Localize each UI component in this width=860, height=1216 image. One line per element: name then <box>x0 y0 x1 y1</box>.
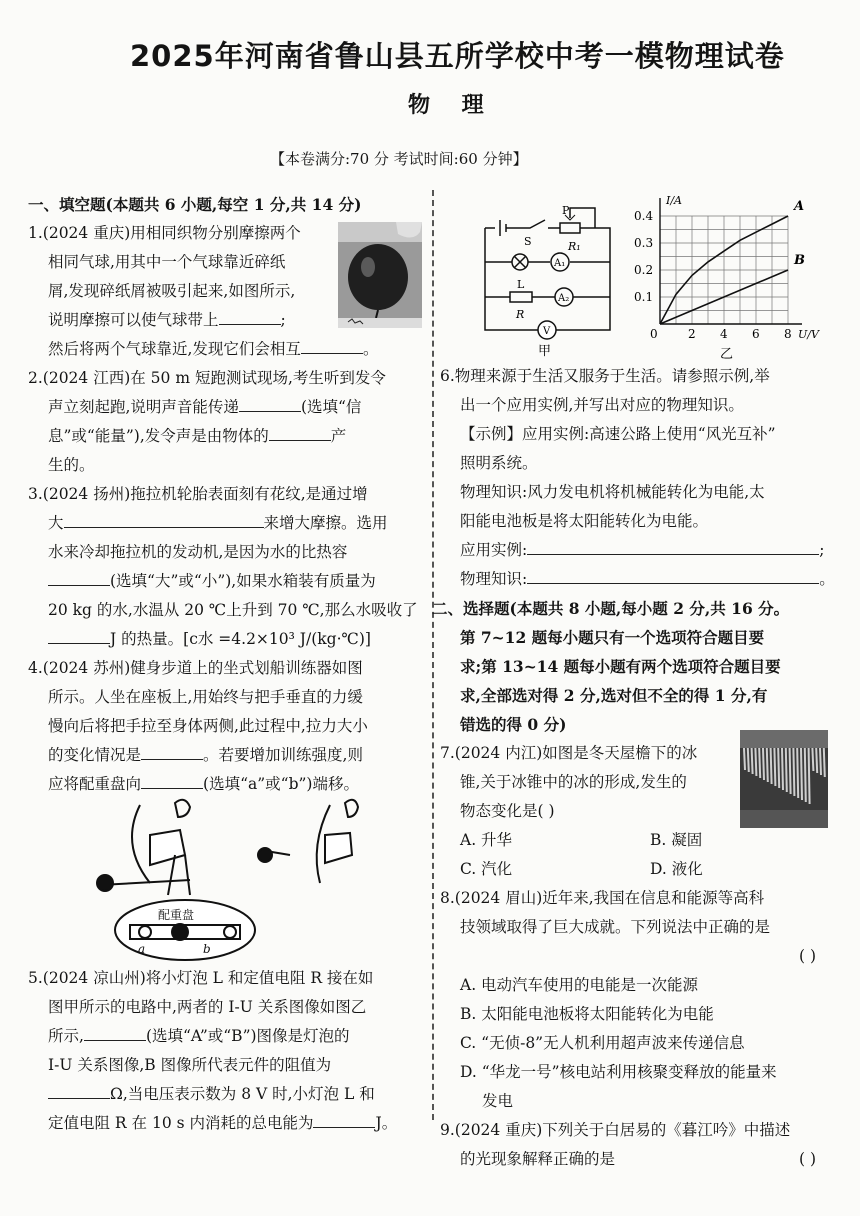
icicle <box>755 748 756 776</box>
x-tick-label: 0 <box>650 327 658 341</box>
question-9 <box>440 1116 840 1174</box>
question-2 <box>28 364 424 480</box>
exam-meta: 【本卷满分:70 分 考试时间:60 分钟】 <box>270 150 528 168</box>
option-d-cont: 发电 <box>482 1092 514 1110</box>
q1-punct: ; <box>280 311 286 329</box>
y-tick-label: 0.3 <box>634 236 654 250</box>
q6-line: 应用实例: <box>460 541 528 559</box>
q5-line: I-U 关系图像,B 图像所代表元件的阻值为 <box>48 1056 332 1074</box>
q6-line: 6.物理来源于生活又服务于生活。请参照示例,举 <box>440 367 770 385</box>
section2-note <box>440 623 840 739</box>
q1-line: 屑,发现碎纸屑被吸引起来,如图所示, <box>48 282 296 300</box>
note-line: 错选的得 0 分) <box>460 715 567 734</box>
circuit-caption: 甲 <box>538 344 552 359</box>
q1-line: 1.(2024 重庆)用相同织物分别摩擦两个 <box>28 224 301 242</box>
icicle <box>752 748 753 774</box>
label-L: L <box>517 278 525 291</box>
note-line: 求,全部选对得 2 分,选对但不全的得 1 分,有 <box>460 686 768 705</box>
answer-blank[interactable] <box>48 1080 110 1099</box>
question-3 <box>28 480 424 654</box>
icicle <box>824 748 825 777</box>
q4-line: 所示。人坐在座板上,用始终与把手垂直的力缓 <box>48 688 363 706</box>
x-tick-label: 4 <box>720 327 728 341</box>
icicle <box>778 748 779 788</box>
q6-line: 照明系统。 <box>460 454 538 472</box>
label-A1: A₁ <box>554 258 566 269</box>
q3-line: 大 <box>48 514 64 532</box>
icicle <box>805 748 806 802</box>
icicle <box>797 748 798 798</box>
q7-line: 物态变化是( ) <box>460 802 555 820</box>
q5-line: Ω,当电压表示数为 8 V 时,小灯泡 L 和 <box>110 1085 375 1103</box>
icicle <box>786 748 787 792</box>
icicle <box>793 748 794 796</box>
icicle <box>771 748 772 784</box>
y-axis-label: I/A <box>666 194 682 207</box>
icicle <box>809 748 810 804</box>
q4-line: 应将配重盘向 <box>48 775 142 793</box>
q7-line: 7.(2024 内江)如图是冬天屋檐下的冰 <box>440 744 698 762</box>
q2-line: 息”或“能量”),发令声是由物体的 <box>48 427 269 445</box>
answer-blank[interactable] <box>64 509 264 528</box>
chart-axes <box>660 198 805 324</box>
x-tick-label: 6 <box>752 327 760 341</box>
answer-blank[interactable] <box>269 422 331 441</box>
note-line: 第 7~12 题每小题只有一个选项符合题目要 <box>460 628 765 647</box>
note-line: 求;第 13~14 题每小题有两个选项符合题目要 <box>460 657 781 676</box>
subject-heading: 物 理 <box>408 93 496 118</box>
left-column <box>28 190 424 1138</box>
label-b: b <box>203 942 211 956</box>
chart-caption: 乙 <box>720 347 734 362</box>
chart-labels <box>634 194 820 362</box>
option-b[interactable]: B. 太阳能电池板将太阳能转化为电能 <box>460 1005 714 1023</box>
answer-blank[interactable] <box>527 565 819 584</box>
section2-heading: 二、选择题(本题共 8 小题,每小题 2 分,共 16 分。 <box>432 599 790 618</box>
question-1 <box>28 219 328 335</box>
answer-blank[interactable] <box>301 335 363 354</box>
answer-blank[interactable] <box>313 1109 375 1128</box>
q5-line: 5.(2024 凉山州)将小灯泡 L 和定值电阻 R 接在如 <box>28 969 374 987</box>
q4-line: 的变化情况是 <box>48 746 142 764</box>
q6-punct: ; <box>819 541 825 559</box>
icicle <box>782 748 783 790</box>
answer-blank[interactable] <box>84 1022 146 1041</box>
answer-blank[interactable] <box>239 393 301 412</box>
icicle <box>812 748 813 771</box>
balloon-photo <box>338 222 422 328</box>
option-d[interactable]: D. 液化 <box>650 860 703 878</box>
icicle <box>774 748 775 786</box>
q2-line: 产 <box>330 427 347 445</box>
answer-blank[interactable] <box>141 741 203 760</box>
q1-line: 说明摩擦可以使气球带上 <box>48 311 219 329</box>
label-P: P <box>562 204 570 217</box>
answer-paren[interactable]: ( ) <box>798 947 816 965</box>
q4-line: (选填“a”或“b”)端移。 <box>203 775 359 793</box>
q2-line: 生的。 <box>48 456 95 474</box>
y-tick-label: 0.2 <box>634 263 654 277</box>
exam-title: 2025年河南省鲁山县五所学校中考一模物理试卷 <box>130 39 785 73</box>
column-divider <box>432 190 434 1120</box>
option-c[interactable]: C. “无侦-8”无人机利用超声波来传递信息 <box>460 1034 745 1052</box>
chart-grid <box>660 216 788 324</box>
icicle-photo <box>740 730 828 828</box>
q8-line: 8.(2024 眉山)近年来,我国在信息和能源等高科 <box>440 889 765 907</box>
q3-line: 来增大摩擦。选用 <box>263 514 388 532</box>
q2-line: 2.(2024 江西)在 50 m 短跑测试现场,考生听到发令 <box>28 369 386 387</box>
icicle <box>759 748 760 778</box>
option-a[interactable]: A. 升华 <box>460 831 513 849</box>
answer-blank[interactable] <box>141 770 203 789</box>
q5-line: 定值电阻 R 在 10 s 内消耗的总电能为 <box>48 1114 314 1132</box>
question-6 <box>440 362 840 594</box>
q3-line: (选填“大”或“小”),如果水箱装有质量为 <box>110 572 376 590</box>
q4-line: 4.(2024 苏州)健身步道上的坐式划船训练器如图 <box>28 659 363 677</box>
question-5 <box>28 964 424 1138</box>
x-axis-label: U/V <box>798 328 819 341</box>
label-V: V <box>543 326 551 337</box>
icicle <box>744 748 745 770</box>
option-b[interactable]: B. 凝固 <box>650 831 703 849</box>
q6-line: 【示例】应用实例:高速公路上使用“风光互补” <box>460 425 776 443</box>
q1-punct: 。 <box>362 340 379 358</box>
q4-line: 。若要增加训练强度,则 <box>203 746 363 764</box>
q9-line: 的光现象解释正确的是 <box>460 1150 616 1168</box>
q5-line: (选填“A”或“B”)图像是灯泡的 <box>145 1027 350 1045</box>
q1-line: 相同气球,用其中一个气球靠近碎纸 <box>48 253 286 271</box>
answer-blank[interactable] <box>219 306 281 325</box>
label-S: S <box>524 235 532 248</box>
icicle <box>767 748 768 782</box>
q4-line: 慢向后将把手拉至身体两侧,此过程中,拉力大小 <box>48 717 368 735</box>
q2-line: 声立刻起跑,说明声音能传递 <box>48 398 239 416</box>
q6-line: 阳能电池板是将太阳能转化为电能。 <box>460 512 709 530</box>
q5-line: 所示, <box>48 1027 84 1045</box>
option-d[interactable]: D. “华龙一号”核电站利用核聚变释放的能量来 <box>460 1063 777 1081</box>
q7-line: 锥,关于冰锥中的冰的形成,发生的 <box>460 773 687 791</box>
counterweight-label: 配重盘 <box>158 908 195 922</box>
answer-blank[interactable] <box>48 625 110 644</box>
iu-chart <box>630 192 819 362</box>
q6-punct: 。 <box>819 570 835 588</box>
label-R1: R₁ <box>568 240 581 253</box>
answer-blank[interactable] <box>48 567 110 586</box>
question-4 <box>28 654 424 799</box>
option-a[interactable]: A. 电动汽车使用的电能是一次能源 <box>460 976 699 994</box>
q1-line: 然后将两个气球靠近,发现它们会相互 <box>48 340 301 358</box>
icicle <box>748 748 749 772</box>
q5-line: 图甲所示的电路中,两者的 I-U 关系图像如图乙 <box>48 998 367 1016</box>
x-tick-label: 8 <box>784 327 792 341</box>
q9-line: 9.(2024 重庆)下列关于白居易的《暮江吟》中描述 <box>440 1121 791 1139</box>
q5-line: J。 <box>375 1114 398 1132</box>
icicle <box>820 748 821 775</box>
q6-line: 物理知识:风力发电机将机械能转化为电能,太 <box>460 483 765 501</box>
y-tick-label: 0.1 <box>634 290 654 304</box>
q3-line: 水来冷却拖拉机的发动机,是因为水的比热容 <box>48 543 348 561</box>
y-tick-label: 0.4 <box>634 209 654 223</box>
q2-line: (选填“信 <box>300 398 362 416</box>
answer-paren[interactable]: ( ) <box>798 1150 816 1168</box>
q3-line: 20 kg 的水,水温从 20 ℃上升到 70 ℃,那么水吸收了 <box>48 601 418 619</box>
label-A2: A₂ <box>558 293 570 304</box>
icicle <box>816 748 817 773</box>
circuit-diagram <box>470 200 620 360</box>
icicle <box>763 748 764 780</box>
series-label: A <box>794 199 805 214</box>
icicle <box>801 748 802 800</box>
label-a: a <box>138 942 146 956</box>
option-c[interactable]: C. 汽化 <box>460 860 513 878</box>
q6-line: 物理知识: <box>460 570 528 588</box>
answer-blank[interactable] <box>527 536 819 555</box>
q3-line: 3.(2024 扬州)拖拉机轮胎表面刻有花纹,是通过增 <box>28 485 368 503</box>
series-label: B <box>794 253 805 268</box>
label-R: R <box>516 308 525 321</box>
q3-line: J 的热量。[c水 =4.2×10³ J/(kg·℃)] <box>110 630 371 648</box>
rowing-machine-figure <box>90 795 365 970</box>
x-tick-label: 2 <box>688 327 696 341</box>
q6-line: 出一个应用实例,并写出对应的物理知识。 <box>460 396 744 414</box>
section1-heading: 一、填空题(本题共 6 小题,每空 1 分,共 14 分) <box>28 195 362 214</box>
q8-line: 技领域取得了巨大成就。下列说法中正确的是 <box>460 918 771 936</box>
icicle <box>790 748 791 794</box>
question-8 <box>440 884 840 1116</box>
